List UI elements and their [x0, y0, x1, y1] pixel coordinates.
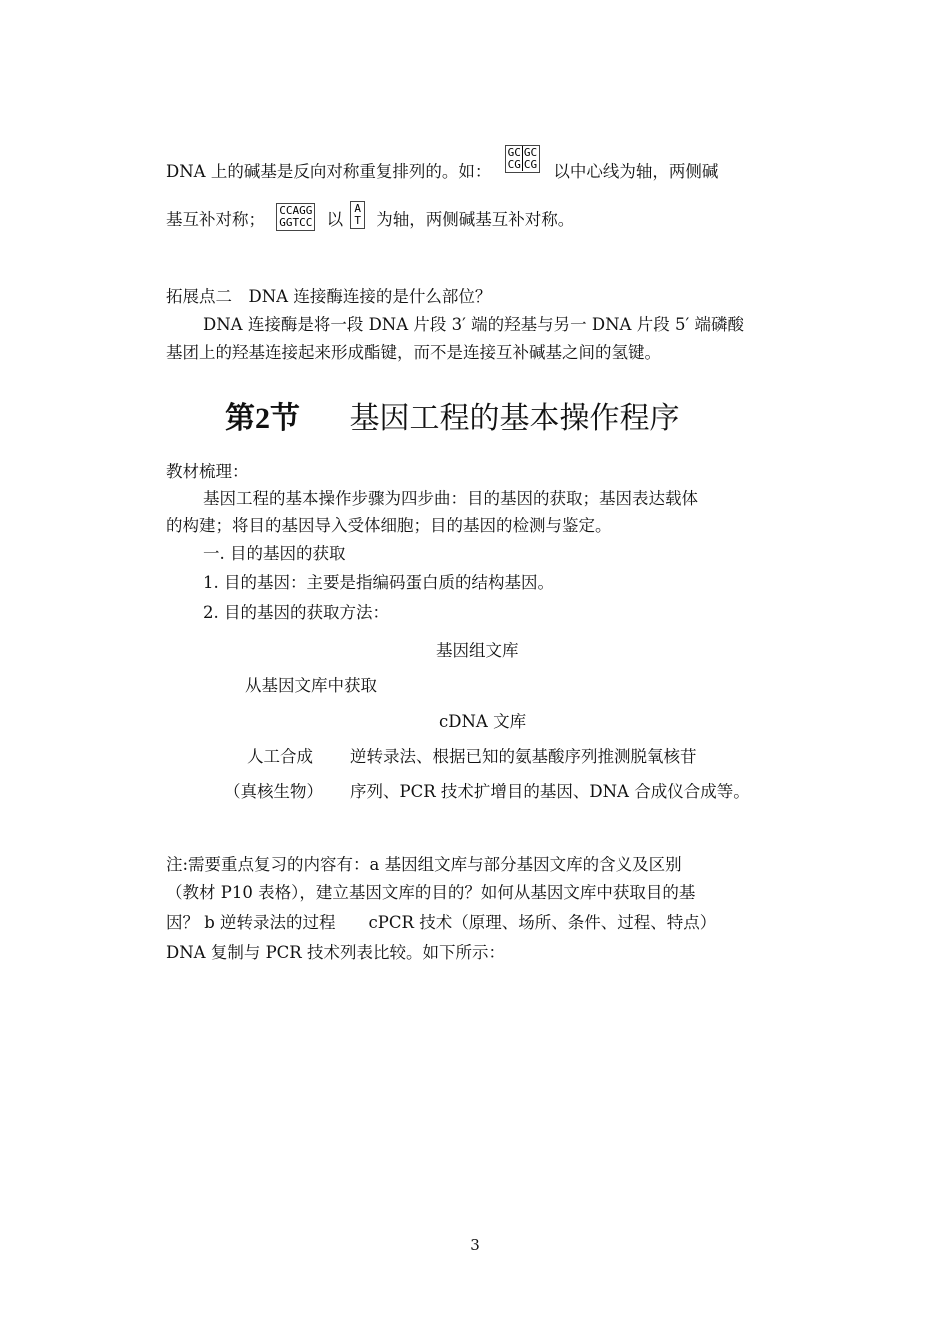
symmetry-line-2	[166, 201, 575, 235]
symmetry-text-2: 以中心线为轴，两侧碱	[553, 162, 719, 181]
diagram-method-1: 逆转录法、根据已知的氨基酸序列推测脱氧核苷	[350, 747, 697, 766]
textbook-intro-2: 的构建；将目的基因导入受体细胞；目的基因的检测与鉴定。	[166, 516, 612, 535]
fig3-top: A	[354, 201, 361, 215]
point2-body-1: DNA 连接酶是将一段 DNA 片段 3′ 端的羟基与另一 DNA 片段 5′ 端磷酸	[203, 315, 744, 334]
textbook-item-1-1: 1. 目的基因：主要是指编码蛋白质的结构基因。	[203, 573, 554, 592]
textbook-item-1-2: 2. 目的基因的获取方法：	[203, 603, 389, 622]
diagram-from-library: 从基因文库中获取	[245, 676, 377, 695]
note-line-1: 注:需要重点复习的内容有：a 基因组文库与部分基因文库的含义及区别	[166, 855, 682, 874]
fig3-bottom: T	[354, 213, 361, 227]
textbook-intro-1: 基因工程的基本操作步骤为四步曲：目的基因的获取；基因表达载体	[203, 489, 698, 508]
fig1-right-top: GC	[523, 145, 538, 159]
diagram-method-2: 序列、PCR 技术扩增目的基因、DNA 合成仪合成等。	[350, 782, 750, 801]
diagram-eukaryote: （真核生物）	[224, 782, 323, 801]
symmetry-line-1	[166, 145, 719, 187]
fig1-right-bottom: CG	[523, 157, 538, 171]
point2-body-2: 基团上的羟基连接起来形成酯键，而不是连接互补碱基之间的氢键。	[166, 343, 661, 362]
diagram-artificial: 人工合成	[247, 747, 313, 766]
section-heading	[225, 393, 680, 437]
textbook-item-1: 一. 目的基因的获取	[203, 544, 346, 563]
note-line-3: 因？ b 逆转录法的过程 cPCR 技术（原理、场所、条件、过程、特点）	[166, 913, 717, 932]
symmetry-text-4: 以	[326, 210, 344, 229]
diagram-cdna-library: cDNA 文库	[439, 712, 527, 731]
palindrome-figure-gc	[505, 145, 541, 173]
fig1-left-top: GC	[507, 145, 521, 159]
fig2-top: CCAGG	[279, 203, 313, 217]
symmetry-text-3: 基互补对称；	[166, 210, 265, 229]
page-number: 3	[470, 1236, 480, 1254]
note-line-4: DNA 复制与 PCR 技术列表比较。如下所示：	[166, 943, 505, 962]
diagram-genomic-library: 基因组文库	[436, 641, 519, 660]
symmetry-text-1: DNA 上的碱基是反向对称重复排列的。如：	[166, 162, 492, 181]
palindrome-figure-ccagg	[276, 203, 315, 231]
fig2-bottom: GGTCC	[279, 215, 313, 229]
axis-figure-at	[350, 201, 365, 229]
fig1-left-bottom: CG	[507, 157, 521, 171]
section-title: 基因工程的基本操作程序	[349, 401, 680, 436]
point2-title: 拓展点二 DNA 连接酶连接的是什么部位？	[166, 287, 492, 306]
textbook-label: 教材梳理：	[166, 462, 249, 481]
symmetry-text-5: 为轴，两侧碱基互补对称。	[376, 210, 575, 229]
section-number: 第2节	[225, 402, 300, 435]
note-line-2: （教材 P10 表格），建立基因文库的目的？如何从基因文库中获取目的基	[166, 883, 696, 902]
